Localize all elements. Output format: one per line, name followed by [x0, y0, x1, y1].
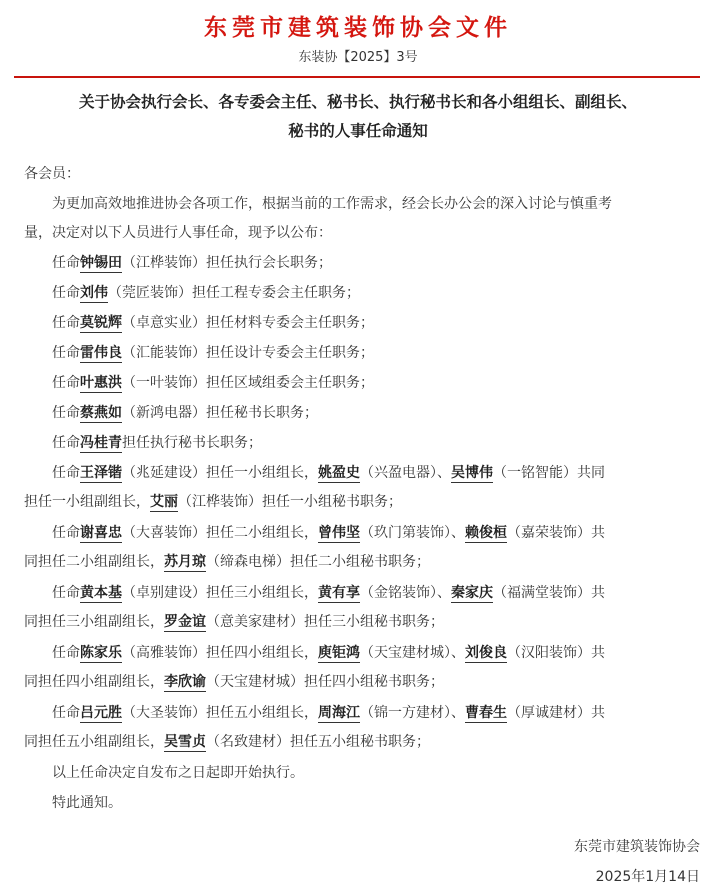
- secretary-detail: （名致建材）担任五小组秘书职务；: [206, 734, 430, 750]
- deputy-detail: （厚诚建材）共: [507, 705, 605, 721]
- appointment-detail: 担任执行秘书长职务；: [122, 435, 262, 451]
- appointee-name: 蔡燕如: [80, 405, 122, 421]
- deputy-detail: （天宝建材城）、: [360, 645, 465, 661]
- secretary-detail: （缔森电梯）担任二小组秘书职务；: [206, 554, 430, 570]
- appointment-item: [52, 312, 374, 334]
- secretary-detail: （天宝建材城）担任四小组秘书职务；: [206, 674, 444, 690]
- signature-org: 东莞市建筑装饰协会: [574, 839, 700, 855]
- leader-detail: （兆延建设）担任一小组组长，: [122, 465, 318, 481]
- deputy-name: 秦家庆: [451, 585, 493, 601]
- group-appointment-line-1: [52, 582, 605, 604]
- appointee-name: 叶惠洪: [80, 375, 122, 391]
- appointment-item: [52, 252, 332, 274]
- group-appointment-line-2: [24, 491, 402, 513]
- group-appointment-line-1: [52, 702, 605, 724]
- secretary-name: 苏月琼: [164, 554, 206, 570]
- group-leader-name: 陈家乐: [80, 645, 122, 661]
- appoint-prefix: 任命: [52, 705, 80, 721]
- deputy-detail: （汉阳装饰）共: [507, 645, 605, 661]
- appoint-prefix: 任命: [52, 315, 80, 331]
- appointment-detail: （新鸿电器）担任秘书长职务；: [122, 405, 318, 421]
- document-header-title: 东莞市建筑装饰协会文件: [204, 15, 512, 41]
- appointment-item: [52, 372, 374, 394]
- group-leader-name: 黄本基: [80, 585, 122, 601]
- appoint-prefix: 任命: [52, 645, 80, 661]
- appoint-prefix: 任命: [52, 285, 80, 301]
- leader-detail: （大喜装饰）担任二小组组长，: [122, 525, 318, 541]
- group-appointment-line-2: [24, 731, 430, 753]
- appoint-prefix: 任命: [52, 525, 80, 541]
- subject-line-2: 秘书的人事任命通知: [288, 122, 428, 140]
- deputy-role: 同担任四小组副组长，: [24, 674, 164, 690]
- deputy-detail: （嘉荣装饰）共: [507, 525, 605, 541]
- deputy-name: 刘俊良: [465, 645, 507, 661]
- deputy-role: 同担任五小组副组长，: [24, 734, 164, 750]
- closing-statement: 以上任命决定自发布之日起即开始执行。: [52, 765, 304, 781]
- deputy-name: 姚盈史: [318, 465, 360, 481]
- deputy-name: 庾钜鸿: [318, 645, 360, 661]
- deputy-name: 曹春生: [465, 705, 507, 721]
- appointment-detail: （一叶装饰）担任区域组委会主任职务；: [122, 375, 374, 391]
- appointment-detail: （江桦装饰）担任执行会长职务；: [122, 255, 332, 271]
- deputy-detail: （兴盈电器）、: [360, 465, 451, 481]
- deputy-name: 黄有享: [318, 585, 360, 601]
- leader-detail: （高雅装饰）担任四小组组长，: [122, 645, 318, 661]
- appoint-prefix: 任命: [52, 375, 80, 391]
- group-leader-name: 谢喜忠: [80, 525, 122, 541]
- appointee-name: 雷伟良: [80, 345, 122, 361]
- appointee-name: 刘伟: [80, 285, 108, 301]
- appoint-prefix: 任命: [52, 255, 80, 271]
- secretary-name: 艾丽: [150, 494, 178, 510]
- secretary-name: 罗金谊: [164, 614, 206, 630]
- deputy-name: 吴博伟: [451, 465, 493, 481]
- intro-line-1: 为更加高效地推进协会各项工作，根据当前的工作需求，经会长办公会的深入讨论与慎重考: [52, 196, 612, 212]
- secretary-name: 李欣谕: [164, 674, 206, 690]
- leader-detail: （卓别建设）担任三小组组长，: [122, 585, 318, 601]
- group-appointment-line-1: [52, 522, 605, 544]
- deputy-detail: （一铭智能）共同: [493, 465, 605, 481]
- group-appointment-line-1: [52, 462, 605, 484]
- appointment-item: [52, 342, 374, 364]
- deputy-role: 担任一小组副组长，: [24, 494, 150, 510]
- appoint-prefix: 任命: [52, 435, 80, 451]
- appoint-prefix: 任命: [52, 465, 80, 481]
- appointee-name: 钟锡田: [80, 255, 122, 271]
- deputy-name: 曾伟坚: [318, 525, 360, 541]
- secretary-detail: （江桦装饰）担任一小组秘书职务；: [178, 494, 402, 510]
- appointment-detail: （卓意实业）担任材料专委会主任职务；: [122, 315, 374, 331]
- appointee-name: 冯桂青: [80, 435, 122, 451]
- appoint-prefix: 任命: [52, 585, 80, 601]
- deputy-name: 赖俊桓: [465, 525, 507, 541]
- notice-subject: [20, 88, 696, 146]
- appointment-detail: （莞匠装饰）担任工程专委会主任职务；: [108, 285, 360, 301]
- salutation: 各会员：: [24, 166, 80, 182]
- closing-notice: 特此通知。: [52, 795, 122, 811]
- intro-line-2: 量，决定对以下人员进行人事任命，现予以公布：: [24, 225, 332, 241]
- header-divider: [14, 76, 700, 78]
- document-number: 东装协【2025】3号: [298, 50, 418, 65]
- secretary-name: 吴雪贞: [164, 734, 206, 750]
- subject-line-1: 关于协会执行会长、各专委会主任、秘书长、执行秘书长和各小组组长、副组长、: [78, 93, 637, 111]
- deputy-detail: （金铭装饰）、: [360, 585, 451, 601]
- deputy-detail: （玖门第装饰）、: [360, 525, 465, 541]
- deputy-role: 同担任三小组副组长，: [24, 614, 164, 630]
- secretary-detail: （意美家建材）担任三小组秘书职务；: [206, 614, 444, 630]
- appoint-prefix: 任命: [52, 345, 80, 361]
- deputy-detail: （福满堂装饰）共: [493, 585, 605, 601]
- appointment-detail: （汇能装饰）担任设计专委会主任职务；: [122, 345, 374, 361]
- deputy-name: 周海江: [318, 705, 360, 721]
- appoint-prefix: 任命: [52, 405, 80, 421]
- group-appointment-line-2: [24, 551, 430, 573]
- deputy-role: 同担任二小组副组长，: [24, 554, 164, 570]
- group-appointment-line-1: [52, 642, 605, 664]
- leader-detail: （大圣装饰）担任五小组组长，: [122, 705, 318, 721]
- signature-date: 2025年1月14日: [595, 869, 700, 885]
- appointment-item: [52, 432, 262, 454]
- group-appointment-line-2: [24, 611, 444, 633]
- appointment-item: [52, 402, 318, 424]
- group-leader-name: 王泽锴: [80, 465, 122, 481]
- appointment-item: [52, 282, 360, 304]
- appointee-name: 莫锐辉: [80, 315, 122, 331]
- group-leader-name: 吕元胜: [80, 705, 122, 721]
- deputy-detail: （锦一方建材）、: [360, 705, 465, 721]
- group-appointment-line-2: [24, 671, 444, 693]
